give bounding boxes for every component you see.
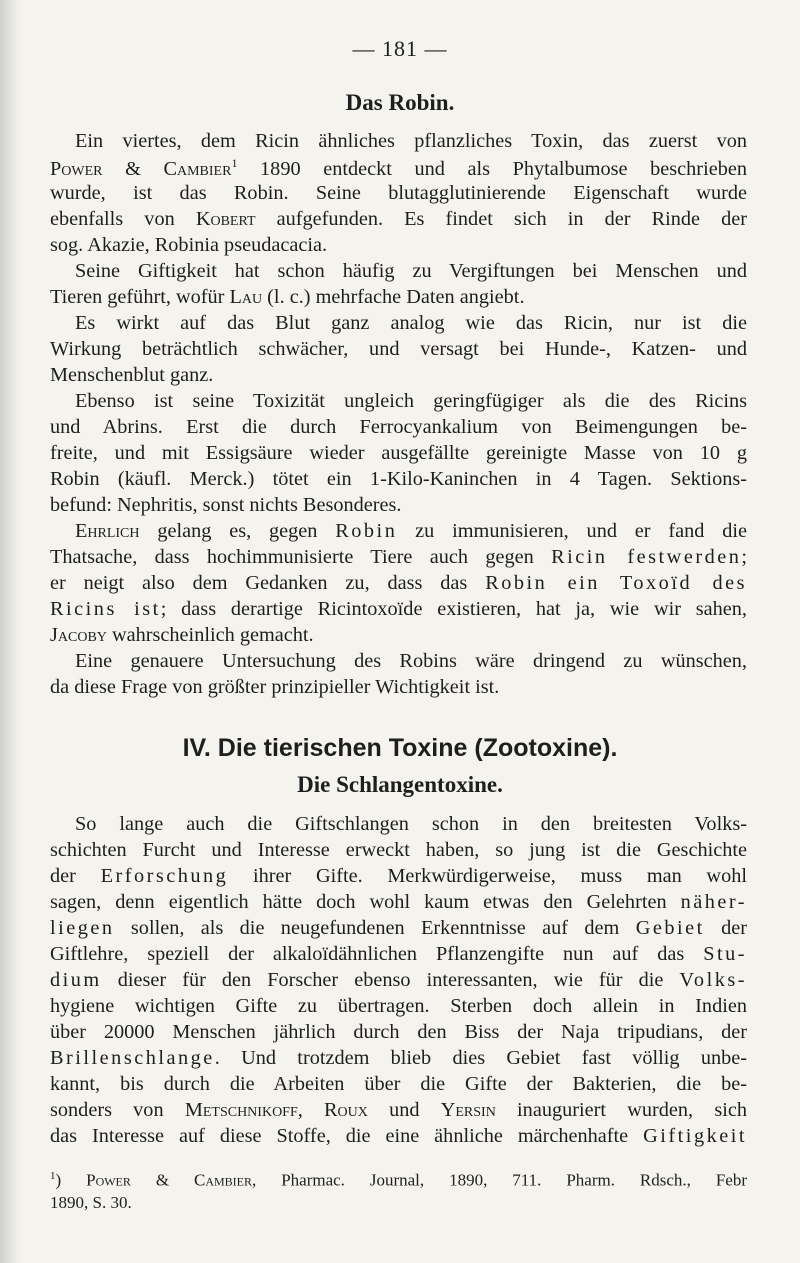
- section-heading-schlangentoxine: Die Schlangentoxine.: [297, 772, 503, 797]
- text-line: Power & Cambier$^1$ 1890 entdeckt und als Phytalbumose beschrieben: [50, 156, 747, 180]
- text-line: kannt, bis durch die Arbeiten über die Gifte der Bakterien, die be-: [50, 1073, 747, 1095]
- text-line: Menschenblut ganz.: [50, 364, 214, 386]
- text-line: ebenfalls von Kobert aufgefunden. Es findet sich in der Rinde der: [50, 208, 748, 230]
- text-line: Thatsache, dass hochimmunisierte Tiere auch gegen Ricin festwerden;: [50, 546, 747, 568]
- text-line: über 20000 Menschen jährlich durch den Biss der Naja tripudians, der: [50, 1021, 747, 1043]
- author-name: Roux: [324, 1099, 368, 1121]
- text-line: das Interesse auf diese Stoffe, die eine ähnliche märchenhafte Giftigkeit: [50, 1125, 747, 1147]
- text-line: befund: Nephritis, sonst nichts Besonderes.: [50, 494, 402, 516]
- footnote-ref: 1: [231, 156, 238, 170]
- text-line: freite, und mit Essigsäure wieder ausgefällte gereinigte Masse von 10 g: [50, 442, 747, 464]
- author-name: Jacoby: [50, 624, 107, 646]
- text-line: der Erforschung ihrer Gifte. Merkwürdigerweise, muss man wohl: [50, 865, 747, 887]
- text-line: wurde, ist das Robin. Seine blutagglutinierende Eigenschaft wurde: [50, 182, 747, 204]
- text-line: Es wirkt auf das Blut ganz analog wie das Ricin, nur ist die: [75, 312, 747, 334]
- text-line: So lange auch die Giftschlangen schon in den breitesten Volks-: [75, 813, 747, 835]
- text-line: Tieren geführt, wofür Lau (l. c.) mehrfache Daten angiebt.: [50, 286, 525, 308]
- footnote-line: $^1$) Power & Cambier, Pharmac. Journal, 1890, 711. Pharm. Rdsch., Febr: [50, 1170, 747, 1190]
- text-line: und Abrins. Erst die durch Ferrocyankalium von Beimengungen be-: [50, 416, 747, 438]
- text-line: hygiene wichtigen Gifte zu übertragen. Sterben doch allein in Indien: [50, 995, 747, 1017]
- text-line: Giftlehre, speziell der alkaloïdähnlichen Pflanzengifte nun auf das Stu-: [50, 943, 747, 965]
- text-line: sagen, denn eigentlich hätte doch wohl kaum etwas den Gelehrten näher-: [50, 891, 747, 913]
- text-line: schichten Furcht und Interesse erweckt haben, so jung ist die Geschichte: [50, 839, 747, 861]
- text-line: Eine genauere Untersuchung des Robins wäre dringend zu wünschen,: [75, 650, 747, 672]
- author-name: Metschnikoff: [184, 1099, 298, 1121]
- text-line: Jacoby wahrscheinlich gemacht.: [50, 624, 314, 646]
- footnote-line: 1890, S. 30.: [50, 1193, 132, 1212]
- text-line: Robin (käufl. Merck.) tötet ein 1-Kilo-Kaninchen in 4 Tagen. Sektions-: [50, 468, 747, 490]
- text-line: er neigt also dem Gedanken zu, dass das Robin ein Toxoïd des: [50, 572, 747, 594]
- page-number: — 181 —: [352, 36, 448, 61]
- author-name: Yersin: [440, 1099, 496, 1121]
- text-line: sog. Akazie, Robinia pseudacacia.: [50, 234, 328, 256]
- author-name: Ehrlich: [75, 520, 140, 542]
- text-line: Brillenschlange. Und trotzdem blieb dies Gebiet fast völlig unbe-: [50, 1047, 747, 1069]
- text-line: sonders von Metschnikoff, Roux und Yersin inauguriert wurden, sich: [50, 1099, 748, 1121]
- text-line: Seine Giftigkeit hat schon häufig zu Vergiftungen bei Menschen und: [75, 260, 747, 282]
- footnote-mark: 1: [50, 1170, 56, 1182]
- page-gutter-shadow: [0, 0, 22, 1263]
- text-line: Ebenso ist seine Toxizität ungleich geringfügiger als die des Ricins: [75, 390, 747, 412]
- text-line: Ehrlich gelang es, gegen Robin zu immunisieren, und er fand die: [75, 520, 748, 542]
- text-line: liegen sollen, als die neugefundenen Erkenntnisse auf dem Gebiet der: [50, 917, 747, 939]
- text-line: dium dieser für den Forscher ebenso interessanten, wie für die Volks-: [50, 969, 747, 991]
- chapter-heading: IV. Die tierischen Toxine (Zootoxine).: [182, 734, 618, 762]
- author-name: Kobert: [195, 208, 256, 230]
- author-name: Power & Cambier: [86, 1170, 252, 1190]
- text-line: Ein viertes, dem Ricin ähnliches pflanzliches Toxin, das zuerst von: [75, 130, 747, 152]
- text-line: Wirkung beträchtlich schwächer, und versagt bei Hunde-, Katzen- und: [50, 338, 747, 360]
- text-line: Ricins ist; dass derartige Ricintoxoïde existieren, hat ja, wie wir sahen,: [50, 598, 747, 620]
- text-line: da diese Frage von größter prinzipieller Wichtigkeit ist.: [50, 676, 500, 698]
- section-heading-robin: Das Robin.: [345, 90, 455, 115]
- author-name: Lau: [229, 286, 263, 308]
- author-name: Power & Cambier: [50, 157, 232, 180]
